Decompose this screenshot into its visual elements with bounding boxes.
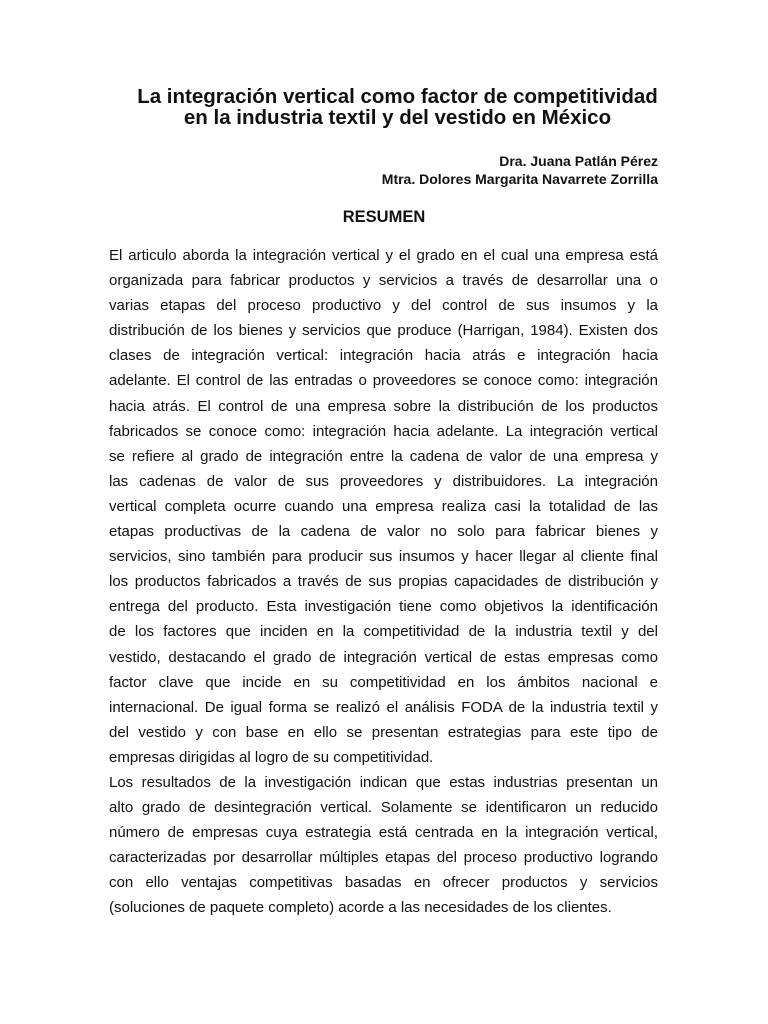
abstract-line: con ello ventajas competitivas basadas en ofrecer productos y servicios <box>109 874 658 892</box>
abstract-line: servicios, sino también para producir sus insumos y hacer llegar al cliente final <box>109 548 658 566</box>
abstract-line: número de empresas cuya estrategia está centrada en la integración vertical, <box>109 824 658 842</box>
paper-title-line: La integración vertical como factor de competitividad <box>137 85 658 108</box>
abstract-line: adelante. El control de las entradas o proveedores se conoce como: integración <box>109 372 658 390</box>
paper-title <box>100 86 695 128</box>
abstract-line: los productos fabricados a través de sus propias capacidades de distribución y <box>109 573 658 591</box>
abstract-line: alto grado de desintegración vertical. Solamente se identificaron un reducido <box>109 799 658 817</box>
abstract-line: del vestido y con base en ello se presentan estrategias para este tipo de <box>109 723 658 741</box>
abstract-line: vertical completa ocurre cuando una empresa realiza casi la totalidad de las <box>109 497 658 515</box>
author-name: Mtra. Dolores Margarita Navarrete Zorrilla <box>381 171 658 187</box>
abstract-line: empresas dirigidas al logro de su competitividad. <box>109 748 434 766</box>
abstract-line: distribución de los bienes y servicios que produce (Harrigan, 1984). Existen dos <box>109 322 658 340</box>
abstract-line: (soluciones de paquete completo) acorde a las necesidades de los clientes. <box>109 899 612 917</box>
abstract-line: se refiere al grado de integración entre la cadena de valor de una empresa y <box>109 447 658 465</box>
abstract-line: organizada para fabricar productos y servicios a través de desarrollar una o <box>109 272 658 290</box>
abstract-line: etapas productivas de la cadena de valor no solo para fabricar bienes y <box>109 523 658 541</box>
abstract-line: Los resultados de la investigación indican que estas industrias presentan un <box>109 773 658 791</box>
abstract-line: caracterizadas por desarrollar múltiples etapas del proceso productivo logrando <box>109 849 658 867</box>
abstract-body <box>109 243 658 921</box>
abstract-line: de los factores que inciden en la competitividad de la industria textil y del <box>109 623 658 641</box>
abstract-line: entrega del producto. Esta investigación tiene como objetivos la identificación <box>109 598 658 616</box>
author-name: Dra. Juana Patlán Pérez <box>499 153 658 169</box>
abstract-line: factor clave que incide en su competitividad en los ámbitos nacional e <box>109 673 658 691</box>
abstract-line: El articulo aborda la integración vertical y el grado en el cual una empresa está <box>109 247 658 264</box>
abstract-line: fabricados se conoce como: integración hacia adelante. La integración vertical <box>109 422 658 440</box>
section-heading: RESUMEN <box>342 208 426 226</box>
paper-title-line: en la industria textil y del vestido en México <box>183 106 612 129</box>
abstract-line: internacional. De igual forma se realizó el análisis FODA de la industria textil y <box>109 698 658 716</box>
abstract-line: clases de integración vertical: integración hacia atrás e integración hacia <box>109 347 658 365</box>
abstract-line: hacia atrás. El control de una empresa sobre la distribución de los productos <box>109 397 658 415</box>
abstract-line: vestido, destacando el grado de integración vertical de estas empresas como <box>109 648 658 666</box>
abstract-line: varias etapas del proceso productivo y del control de sus insumos y la <box>109 297 658 315</box>
author-list <box>382 152 658 188</box>
abstract-line: las cadenas de valor de sus proveedores y distribuidores. La integración <box>109 472 658 490</box>
